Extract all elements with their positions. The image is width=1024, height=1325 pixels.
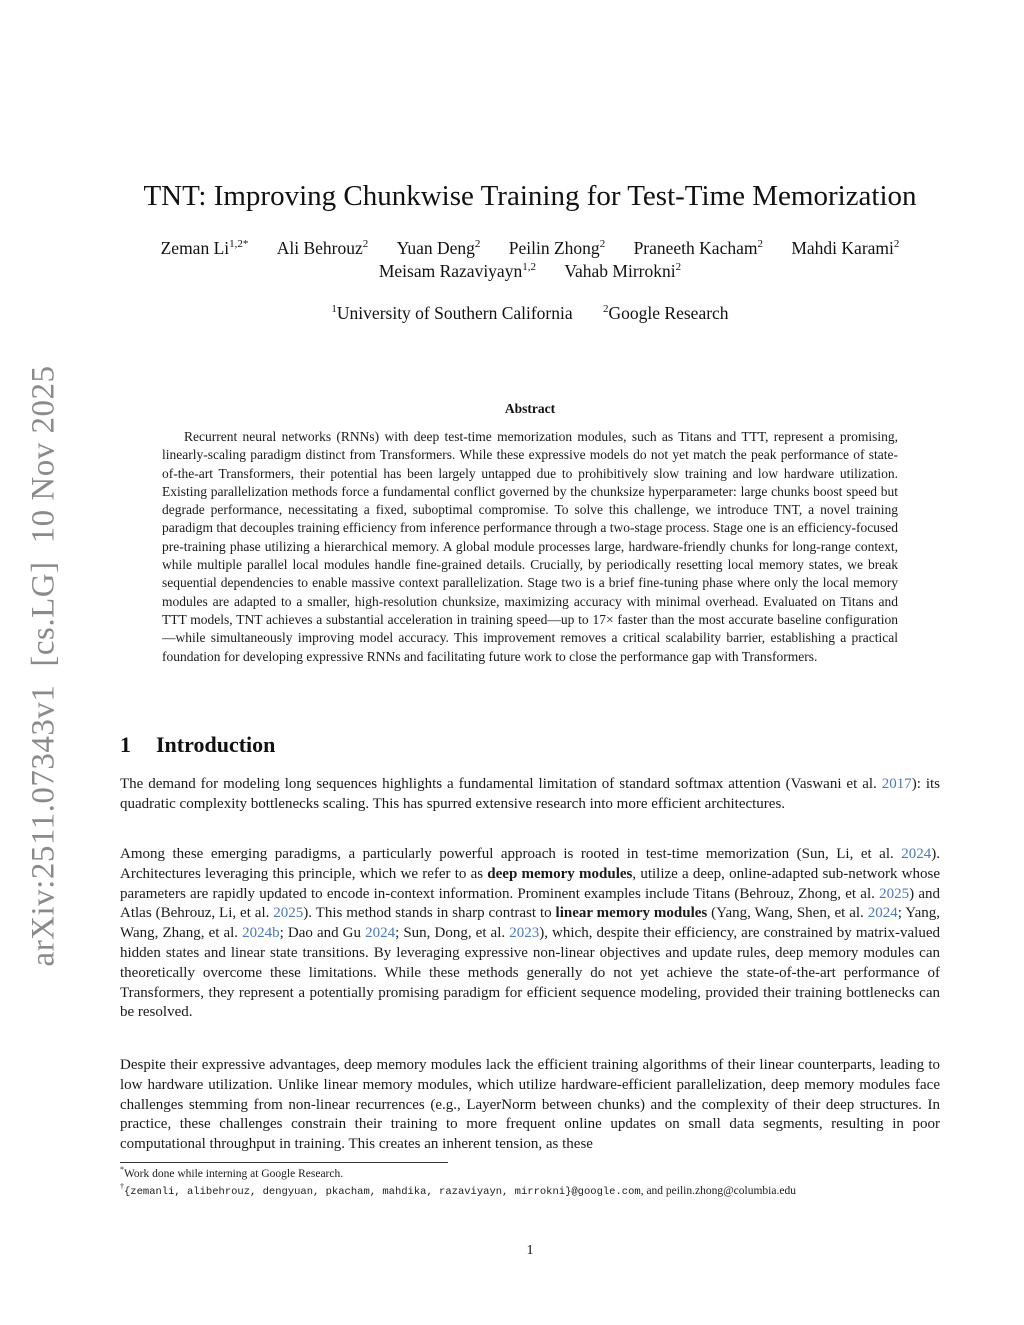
abstract-body: Recurrent neural networks (RNNs) with deep test-time memorization modules, such as Titans and TTT, represent a promising, linearly-scaling paradigm distinct from Transformers. While these expressive models do not yet match the peak performance of state-of-the-art Transformers, their potential has been largely untapped due to prohibitively slow training and low hardware utilization. Existing parallelization methods force a fundamental conflict governed by the chunksize hyperparameter: large chunks boost speed but degrade performance, necessitating a fixed, suboptimal compromise. To solve this challenge, we introduce TNT, a novel training paradigm that decouples training efficiency from inference performance through a two-stage process. Stage one is an efficiency-focused pre-training phase utilizing a hierarchical memory. A global module processes large, hardware-friendly chunks for long-range context, while multiple parallel local modules handle fine-grained details. Crucially, by periodically resetting local memory states, we break sequential dependencies to enable massive context parallelization. Stage two is a brief fine-tuning phase where only the local memory modules are adapted to a smaller, high-resolution chunksize, maximizing accuracy with minimal overhead. Evaluated on Titans and TTT models, TNT achieves a substantial acceleration in training speed—up to 17× faster than the most accurate baseline configuration—while simultaneously improving model accuracy. This improvement removes a critical scalability barrier, establishing a practical foundation for developing expressive RNNs and facilitating future work to close the performance gap with Transformers. [162,429,898,664]
author: Meisam Razaviyayn$^{1,2}$ [378,261,536,281]
section-number: 1 [120,732,131,757]
intro-paragraph-2: Among these emerging paradigms, a particularly powerful approach is rooted in test-time memorization (Sun, Li, et al. 2024). Architectures leveraging this principle, which we refer to as deep memory modules, utilize a deep, online-adapted sub-network whose parameters are rapidly updated to encode in-context information. Prominent examples include Titans (Behrouz, Zhong, et al. 2025) and Atlas (Behrouz, Li, et al. 2025). This method stands in sharp contrast to linear memory modules (Yang, Wang, Shen, et al. 2024; Yang, Wang, Zhang, et al. 2024b; Dao and Gu 2024; Sun, Dong, et al. 2023), which, despite their efficiency, are constrained by matrix-valued hidden states and linear state transitions. By leveraging expressive non-linear objectives and update rules, deep memory modules can theoretically overcome these limitations. While these methods generally do not yet achieve the state-of-the-art performance of Transformers, they represent a potentially promising paradigm for efficient sequence modeling, provided their training bottlenecks can be resolved. [120,846,940,1021]
intro-paragraph-1: The demand for modeling long sequences highlights a fundamental limitation of standard softmax attention (Vaswani et al. 2017): its quadratic complexity bottlenecks scaling. This has spurred extensive research into more efficient architectures. [120,776,940,812]
bold-term: linear memory modules [555,905,708,922]
arxiv-id: arXiv:2511.07343v1 [25,684,62,967]
paper-title: TNT: Improving Chunkwise Training for Test-Time Memorization [143,180,917,212]
author: Vahab Mirrokni$^2$ [564,261,682,281]
author: Yuan Deng$^2$ [396,238,481,258]
bold-term: deep memory modules [487,865,633,882]
citation-link[interactable]: 2024 [901,846,932,862]
footnote-1: *Work done while interning at Google Research. [120,1165,344,1180]
affiliation: $^1$University of Southern California [331,303,573,323]
affiliation: $^2$Google Research [603,303,729,323]
citation-link[interactable]: 2024b [242,925,280,942]
citation-link[interactable]: 2017 [881,776,912,792]
author: Peilin Zhong$^2$ [508,238,606,258]
intro-paragraph-3: Despite their expressive advantages, deep memory modules lack the efficient training algorithms of their linear counterparts, leading to low hardware utilization. Unlike linear memory modules, which utilize hardware-efficient parallelization, deep memory modules face challenges stemming from non-linear recurrences (e.g., LayerNorm between chunks) and the complexity of their deep structures. In practice, these challenges constrain their training to more frequent online updates on small data segments, resulting in poor computational throughput in training. This creates an inherent tension, as these [120,1057,940,1153]
footnote-divider [120,1162,448,1163]
citation-link[interactable]: 2023 [509,925,540,942]
affiliations [100,303,960,324]
arxiv-stamp [26,366,63,967]
section-title: Introduction [156,732,276,757]
email-list: {zemanli, alibehrouz, dengyuan, pkacham, mahdika, razaviyayn, mirrokni}@google.com [124,1186,641,1198]
citation-link[interactable]: 2024 [365,925,396,942]
author: Ali Behrouz$^2$ [276,238,369,258]
author: Zeman $Li^{1,2*}$ [160,238,249,258]
footnote-2: †{zemanli, alibehrouz, dengyuan, pkacham, mahdika, razaviyayn, mirrokni}@google.com, and peilin.zhong@columbia.edu [120,1182,796,1198]
section-heading [120,732,275,758]
author-list-row-1 [100,238,960,259]
page-number: 1 [526,1243,534,1258]
author-list-row-2 [100,261,960,282]
author: Praneeth Kacham$^2$ [633,238,763,258]
citation-link[interactable]: 2025 [273,905,304,922]
abstract-heading: Abstract [504,401,556,416]
author: Mahdi Karami$^2$ [791,238,900,258]
arxiv-category: [cs.LG] [25,561,62,667]
arxiv-date: 10 Nov 2025 [25,365,62,544]
citation-link[interactable]: 2025 [879,885,910,902]
citation-link[interactable]: 2024 [867,905,898,922]
